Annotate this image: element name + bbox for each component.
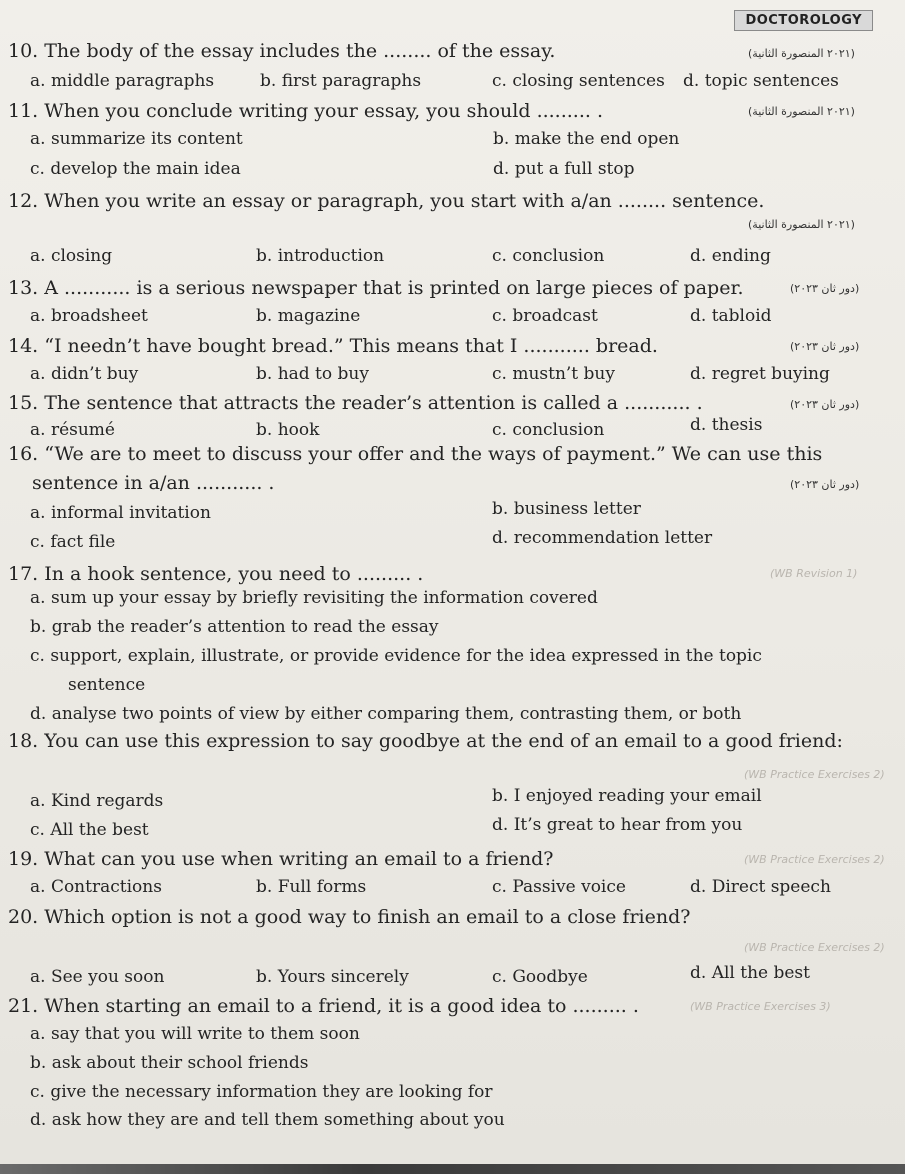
bottom-edge-strip <box>0 1164 905 1174</box>
question-18-stem: 18. You can use this expression to say goodbye at the end of an email to a good friend: <box>8 730 843 752</box>
question-15-option-b[interactable]: b. hook <box>256 420 320 440</box>
question-15-option-a[interactable]: a. résumé <box>30 420 115 440</box>
question-12-option-c[interactable]: c. conclusion <box>492 246 605 266</box>
question-13-option-d[interactable]: d. tabloid <box>690 306 772 326</box>
question-15-option-d[interactable]: d. thesis <box>690 415 763 435</box>
question-12-source: (٢٠٢١ المنصورة الثانية) <box>748 218 855 231</box>
question-21-option-d[interactable]: d. ask how they are and tell them something about you <box>30 1110 505 1130</box>
question-16-option-c[interactable]: c. fact file <box>30 532 116 552</box>
question-17-option-a[interactable]: a. sum up your essay by briefly revisiting the information covered <box>30 588 598 608</box>
question-21-stem: 21. When starting an email to a friend, it is a good idea to ......... . <box>8 995 639 1017</box>
question-21-option-a[interactable]: a. say that you will write to them soon <box>30 1024 360 1044</box>
question-11-source: (٢٠٢١ المنصورة الثانية) <box>748 105 855 118</box>
question-11-option-b[interactable]: b. make the end open <box>493 129 680 149</box>
question-17-stem: 17. In a hook sentence, you need to ......... . <box>8 563 424 585</box>
question-16-source: (دور ثان ٢٠٢٣) <box>790 478 860 491</box>
question-19-option-a[interactable]: a. Contractions <box>30 877 162 897</box>
question-13-option-b[interactable]: b. magazine <box>256 306 361 326</box>
question-18-option-a[interactable]: a. Kind regards <box>30 791 164 811</box>
question-11-option-d[interactable]: d. put a full stop <box>493 159 635 179</box>
question-21-option-c[interactable]: c. give the necessary information they are looking for <box>30 1082 493 1102</box>
question-10-source: (٢٠٢١ المنصورة الثانية) <box>748 47 855 60</box>
question-12-option-d[interactable]: d. ending <box>690 246 771 266</box>
brand-badge: DOCTOROLOGY <box>734 10 873 31</box>
question-16-option-b[interactable]: b. business letter <box>492 499 641 519</box>
question-20-stem: 20. Which option is not a good way to finish an email to a close friend? <box>8 906 691 928</box>
question-17-option-c-continued: sentence <box>68 675 146 695</box>
question-15-stem: 15. The sentence that attracts the reader’s attention is called a ........... . <box>8 392 703 414</box>
question-14-option-b[interactable]: b. had to buy <box>256 364 369 384</box>
question-19-source: (WB Practice Exercises 2) <box>744 853 885 866</box>
question-17-option-b[interactable]: b. grab the reader’s attention to read the essay <box>30 617 439 637</box>
question-12-option-b[interactable]: b. introduction <box>256 246 385 266</box>
question-16-option-d[interactable]: d. recommendation letter <box>492 528 713 548</box>
question-16-stem: 16. “We are to meet to discuss your offer and the ways of payment.” We can use this <box>8 443 823 465</box>
question-21-source: (WB Practice Exercises 3) <box>690 1000 831 1013</box>
question-19-option-d[interactable]: d. Direct speech <box>690 877 831 897</box>
question-20-option-d[interactable]: d. All the best <box>690 963 810 983</box>
question-20-option-c[interactable]: c. Goodbye <box>492 967 588 987</box>
question-14-option-a[interactable]: a. didn’t buy <box>30 364 139 384</box>
question-10-option-c[interactable]: c. closing sentences <box>492 71 665 91</box>
question-11-stem: 11. When you conclude writing your essay, you should ......... . <box>8 100 604 122</box>
question-18-option-b[interactable]: b. I enjoyed reading your email <box>492 786 762 806</box>
question-18-option-c[interactable]: c. All the best <box>30 820 149 840</box>
question-21-option-b[interactable]: b. ask about their school friends <box>30 1053 309 1073</box>
question-12-stem: 12. When you write an essay or paragraph, you start with a/an ........ sentence. <box>8 190 765 212</box>
question-11-option-a[interactable]: a. summarize its content <box>30 129 243 149</box>
question-10-option-a[interactable]: a. middle paragraphs <box>30 71 215 91</box>
question-10-option-b[interactable]: b. first paragraphs <box>260 71 422 91</box>
question-14-source: (دور ثان ٢٠٢٣) <box>790 340 860 353</box>
question-13-option-c[interactable]: c. broadcast <box>492 306 598 326</box>
question-18-option-d[interactable]: d. It’s great to hear from you <box>492 815 743 835</box>
question-17-option-d[interactable]: d. analyse two points of view by either comparing them, contrasting them, or both <box>30 704 742 724</box>
question-20-option-b[interactable]: b. Yours sincerely <box>256 967 409 987</box>
question-17-source: (WB Revision 1) <box>770 567 858 580</box>
question-20-source: (WB Practice Exercises 2) <box>744 941 885 954</box>
question-11-option-c[interactable]: c. develop the main idea <box>30 159 241 179</box>
question-15-source: (دور ثان ٢٠٢٣) <box>790 398 860 411</box>
question-17-option-c[interactable]: c. support, explain, illustrate, or provide evidence for the idea expressed in the topic <box>30 646 762 666</box>
question-16-option-a[interactable]: a. informal invitation <box>30 503 211 523</box>
question-15-option-c[interactable]: c. conclusion <box>492 420 605 440</box>
question-13-source: (دور ثان ٢٠٢٣) <box>790 282 860 295</box>
question-12-option-a[interactable]: a. closing <box>30 246 113 266</box>
question-13-stem: 13. A ........... is a serious newspaper that is printed on large pieces of paper. <box>8 277 744 299</box>
question-13-option-a[interactable]: a. broadsheet <box>30 306 148 326</box>
question-19-option-b[interactable]: b. Full forms <box>256 877 367 897</box>
question-20-option-a[interactable]: a. See you soon <box>30 967 165 987</box>
question-10-stem: 10. The body of the essay includes the ........ of the essay. <box>8 40 556 62</box>
question-16-stem-continued: sentence in a/an ........... . <box>32 472 275 494</box>
question-19-stem: 19. What can you use when writing an email to a friend? <box>8 848 554 870</box>
question-10-option-d[interactable]: d. topic sentences <box>683 71 839 91</box>
question-14-stem: 14. “I needn’t have bought bread.” This means that I ........... bread. <box>8 335 658 357</box>
question-14-option-c[interactable]: c. mustn’t buy <box>492 364 615 384</box>
question-14-option-d[interactable]: d. regret buying <box>690 364 830 384</box>
question-19-option-c[interactable]: c. Passive voice <box>492 877 626 897</box>
question-18-source: (WB Practice Exercises 2) <box>744 768 885 781</box>
